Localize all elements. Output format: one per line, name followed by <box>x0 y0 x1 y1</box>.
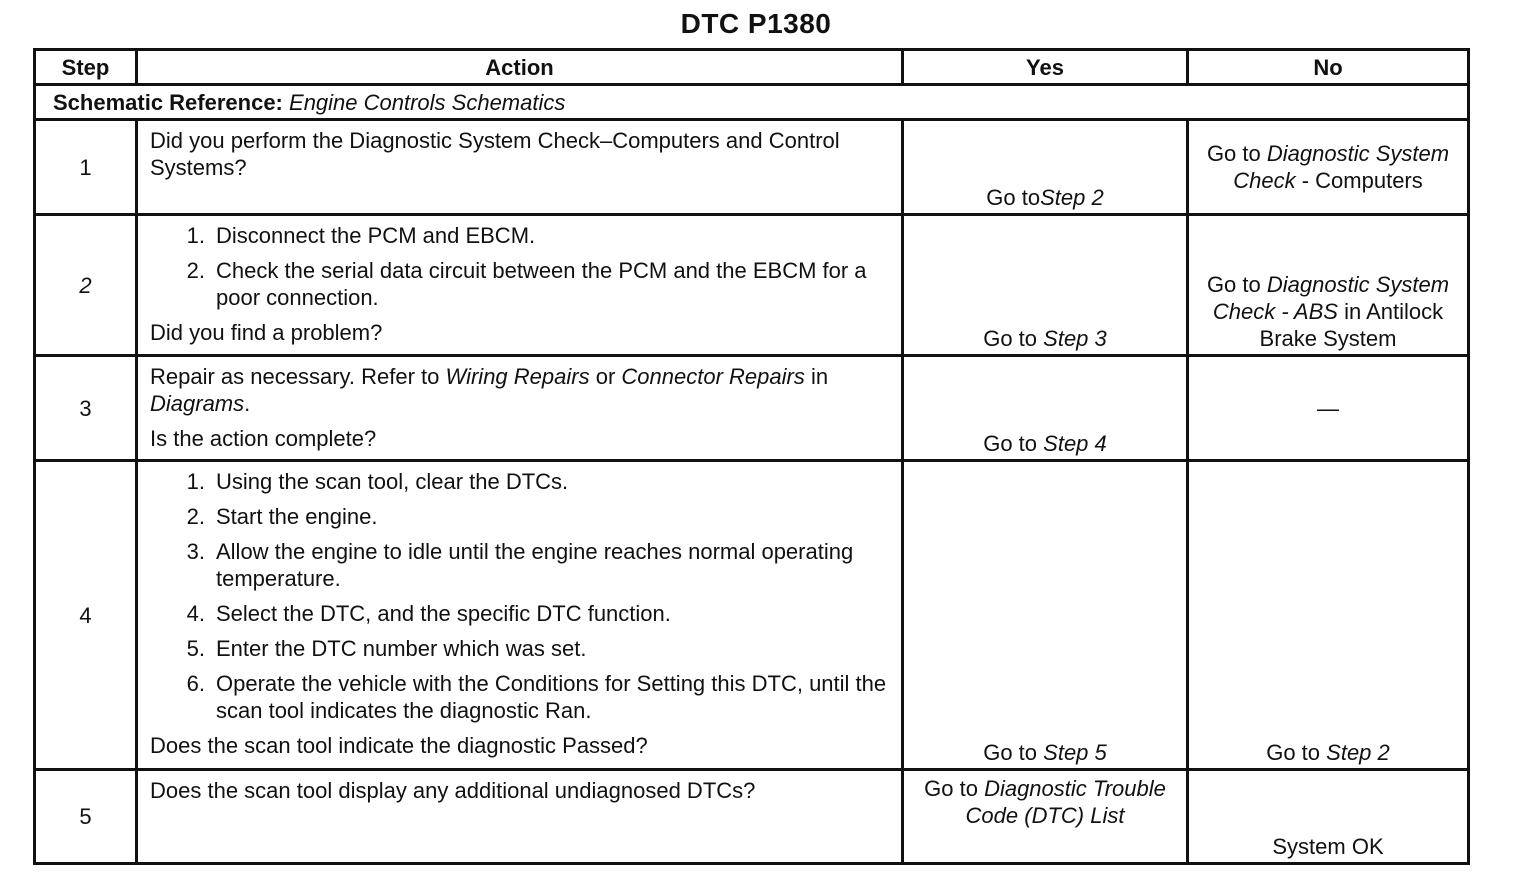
item-number: 4. <box>186 601 205 626</box>
no-cell <box>1188 461 1469 770</box>
list-item <box>150 257 891 311</box>
yes-link[interactable]: Step 4 <box>1043 431 1107 456</box>
no-cell <box>1188 120 1469 215</box>
yes-prefix: Go to <box>983 326 1038 351</box>
yes-link[interactable]: Diagnostic Trouble Code (DTC) List <box>965 776 1166 828</box>
no-cell <box>1188 770 1469 864</box>
action-text-part: or <box>595 364 616 389</box>
item-text: Enter the DTC number which was set. <box>216 636 587 661</box>
no-link[interactable]: Step 2 <box>1326 740 1390 765</box>
action-cell <box>137 120 903 215</box>
diagrams-link[interactable]: Diagrams <box>150 391 245 416</box>
action-cell <box>137 215 903 356</box>
item-text: Select the DTC, and the specific DTC function. <box>216 601 671 626</box>
item-text: Disconnect the PCM and EBCM. <box>216 223 536 248</box>
yes-prefix: Go to <box>924 776 978 801</box>
step-number: 1 <box>35 120 137 215</box>
no-dash: — <box>1317 395 1339 421</box>
yes-link[interactable]: Step 3 <box>1043 326 1107 351</box>
item-text: Start the engine. <box>216 504 378 529</box>
dtc-table <box>33 48 1470 865</box>
item-text: Operate the vehicle with the Conditions for Setting this DTC, until the scan tool indicates the diagnostic Ran. <box>216 671 887 723</box>
yes-prefix: Go to <box>986 185 1041 210</box>
action-question: Does the scan tool indicate the diagnostic Passed? <box>150 733 648 758</box>
list-item <box>150 635 891 662</box>
item-number: 2. <box>186 504 205 529</box>
action-text: Did you perform the Diagnostic System Check–Computers and Control Systems? <box>150 128 840 180</box>
header-no: No <box>1188 50 1469 85</box>
table-row <box>35 356 1469 461</box>
action-text: Does the scan tool display any additional undiagnosed DTCs? <box>150 778 756 803</box>
yes-cell <box>903 461 1188 770</box>
item-text: Check the serial data circuit between the PCM and the EBCM for a poor connection. <box>216 258 867 310</box>
yes-cell <box>903 120 1188 215</box>
table-row <box>35 120 1469 215</box>
item-number: 1. <box>186 469 205 494</box>
no-result: System OK <box>1272 834 1384 859</box>
no-link[interactable]: Diagnostic System Check - ABS <box>1212 272 1450 324</box>
no-prefix: Go to <box>1206 141 1261 166</box>
item-number: 3. <box>186 539 205 564</box>
no-link[interactable]: Diagnostic System Check <box>1233 141 1450 193</box>
item-number: 1. <box>186 223 205 248</box>
action-question: Did you find a problem? <box>150 320 383 345</box>
step-number: 5 <box>35 770 137 864</box>
action-list <box>150 468 891 724</box>
connector-repairs-link[interactable]: Connector Repairs <box>621 364 805 389</box>
header-yes: Yes <box>903 50 1188 85</box>
list-item <box>150 538 891 592</box>
header-step: Step <box>35 50 137 85</box>
list-item <box>150 600 891 627</box>
table-row <box>35 461 1469 770</box>
item-number: 6. <box>186 671 205 696</box>
item-text: Using the scan tool, clear the DTCs. <box>216 469 569 494</box>
no-suffix: in Antilock Brake System <box>1259 299 1444 351</box>
yes-prefix: Go to <box>983 740 1038 765</box>
action-question: Is the action complete? <box>150 426 377 451</box>
yes-link[interactable]: Step 2 <box>1040 185 1104 210</box>
action-text-part: . <box>244 391 251 416</box>
schematic-reference <box>35 85 1469 120</box>
schematic-link[interactable]: Engine Controls Schematics <box>289 89 566 115</box>
no-prefix: Go to <box>1206 272 1261 297</box>
action-list <box>150 222 891 311</box>
no-cell <box>1188 356 1469 461</box>
action-text-part: Repair as necessary. Refer to <box>150 364 440 389</box>
header-action: Action <box>137 50 903 85</box>
table-row <box>35 215 1469 356</box>
list-item <box>150 670 891 724</box>
item-text: Allow the engine to idle until the engine reaches normal operating temperature. <box>216 539 854 591</box>
schematic-row <box>35 85 1469 120</box>
action-text <box>150 363 891 417</box>
action-cell <box>137 461 903 770</box>
no-cell <box>1188 215 1469 356</box>
header-row <box>35 50 1469 85</box>
schematic-label: Schematic Reference: <box>53 89 283 115</box>
step-number: 4 <box>35 461 137 770</box>
list-item <box>150 503 891 530</box>
action-text-part: in <box>810 364 829 389</box>
action-cell <box>137 770 903 864</box>
step-number <box>35 215 137 356</box>
no-suffix: - Computers <box>1301 168 1423 193</box>
action-cell <box>137 356 903 461</box>
list-item <box>150 222 891 249</box>
yes-cell <box>903 770 1188 864</box>
item-number: 2. <box>186 258 205 283</box>
item-number: 5. <box>186 636 205 661</box>
yes-cell <box>903 356 1188 461</box>
yes-cell <box>903 215 1188 356</box>
step-number: 3 <box>35 356 137 461</box>
wiring-repairs-link[interactable]: Wiring Repairs <box>445 364 590 389</box>
yes-prefix: Go to <box>983 431 1038 456</box>
list-item <box>150 468 891 495</box>
table-row <box>35 770 1469 864</box>
page-title: DTC P1380 <box>680 8 832 39</box>
step-number-text: 2 <box>79 272 92 298</box>
yes-link[interactable]: Step 5 <box>1043 740 1107 765</box>
no-prefix: Go to <box>1266 740 1321 765</box>
